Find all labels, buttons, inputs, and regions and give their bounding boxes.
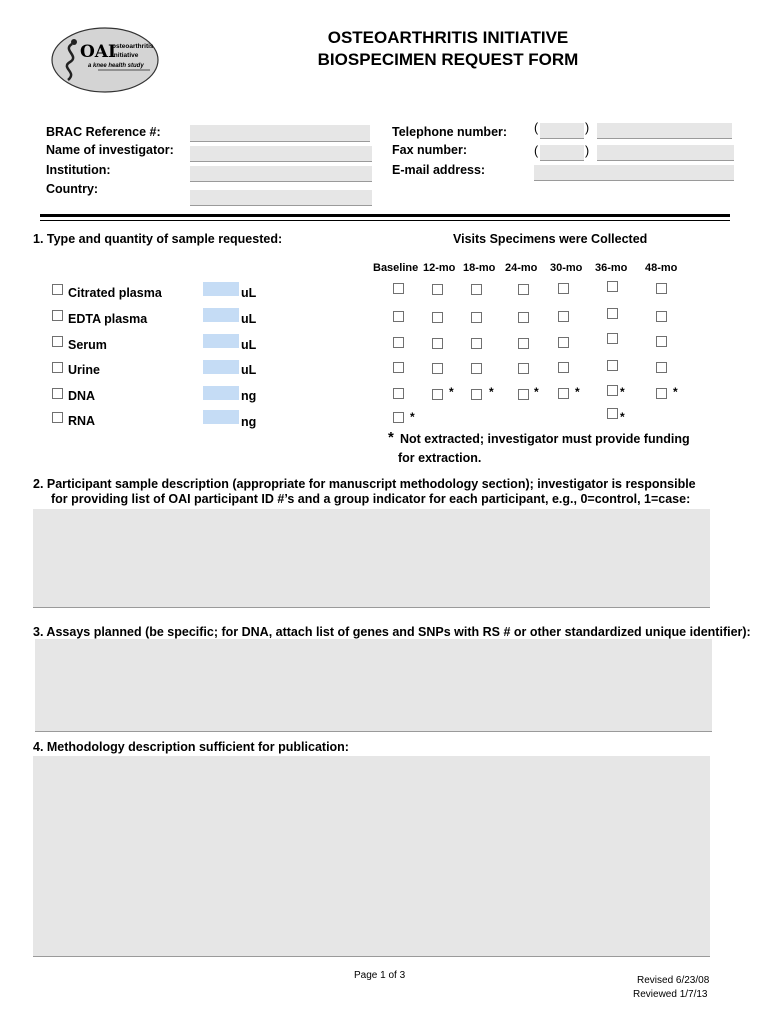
visit-checkbox[interactable] [393,311,404,322]
tel-paren-open: ( [534,121,539,135]
logo-line2: initiative [112,52,139,59]
visits-title: Visits Specimens were Collected [453,232,648,246]
visit-checkbox[interactable] [471,389,482,400]
tel-paren-close: ) [585,121,590,135]
page-number: Page 1 of 3 [354,970,406,981]
sample-quantity-field[interactable] [203,334,239,348]
sample-name: Serum [68,338,107,352]
sample-name: EDTA plasma [68,312,148,326]
telephone-field[interactable] [597,123,732,139]
sample-checkbox[interactable] [52,336,63,347]
sample-unit: uL [241,312,257,326]
fax-label: Fax number: [392,143,468,157]
visit-checkbox[interactable] [518,312,529,323]
not-extracted-star: * [534,385,539,399]
assays-planned-textarea[interactable] [35,639,712,732]
sample-quantity-field[interactable] [203,386,239,400]
visit-checkbox[interactable] [432,284,443,295]
visit-header: 12-mo [423,262,456,274]
visit-header: Baseline [373,262,419,274]
investigator-field[interactable] [190,146,372,162]
visit-checkbox[interactable] [607,308,618,319]
visit-checkbox[interactable] [656,283,667,294]
sample-checkbox[interactable] [52,310,63,321]
sample-checkbox[interactable] [52,412,63,423]
sample-unit: uL [241,338,257,352]
visit-checkbox[interactable] [558,388,569,399]
email-field[interactable] [534,165,734,181]
visit-checkbox[interactable] [393,362,404,373]
institution-label: Institution: [46,163,111,177]
visit-checkbox[interactable] [656,388,667,399]
divider-thin [40,220,730,221]
visit-checkbox[interactable] [471,363,482,374]
visit-checkbox[interactable] [471,338,482,349]
visit-checkbox[interactable] [607,385,618,396]
visit-checkbox[interactable] [518,389,529,400]
sample-name: Citrated plasma [68,286,162,300]
investigator-label: Name of investigator: [46,143,174,157]
sample-name: Urine [68,363,100,377]
visit-checkbox[interactable] [607,360,618,371]
reviewed-date: Reviewed 1/7/13 [633,989,708,1000]
not-extracted-star: * [620,385,625,399]
country-field[interactable] [190,190,372,206]
methodology-textarea[interactable] [33,756,710,957]
section4-title: 4. Methodology description sufficient for publication: [33,740,349,754]
logo-line1: osteoarthritis [112,43,154,50]
footnote-line1: Not extracted; investigator must provide funding [400,432,690,446]
visit-header: 24-mo [505,262,538,274]
visit-checkbox[interactable] [558,311,569,322]
country-label: Country: [46,182,99,196]
visit-header: 18-mo [463,262,496,274]
visit-checkbox[interactable] [656,336,667,347]
sample-quantity-field[interactable] [203,360,239,374]
logo-line3: a knee health study [88,63,144,69]
visit-checkbox[interactable] [518,338,529,349]
fax-paren-open: ( [534,144,539,158]
visit-checkbox[interactable] [656,362,667,373]
sample-checkbox[interactable] [52,284,63,295]
section3-title: 3. Assays planned (be specific; for DNA, attach list of genes and SNPs with RS # or other standardized unique identifier): [33,625,751,639]
visit-checkbox[interactable] [471,284,482,295]
visit-checkbox[interactable] [432,363,443,374]
brac-label: BRAC Reference #: [46,125,161,139]
form-title-line2: BIOSPECIMEN REQUEST FORM [317,50,579,69]
visit-header: 48-mo [645,262,678,274]
sample-name: DNA [68,389,96,403]
visit-checkbox[interactable] [518,284,529,295]
not-extracted-star: * [410,410,415,424]
oai-logo [50,26,160,94]
footnote-star: * [388,429,394,446]
sample-checkbox[interactable] [52,388,63,399]
sample-checkbox[interactable] [52,362,63,373]
sample-quantity-field[interactable] [203,410,239,424]
section1-title: 1. Type and quantity of sample requested: [33,232,283,246]
logo-brand: OAI [80,42,116,62]
fax-area-code-field[interactable] [540,145,584,161]
revised-date: Revised 6/23/08 [637,975,710,986]
form-title-line1: OSTEOARTHRITIS INITIATIVE [327,28,569,47]
visit-checkbox[interactable] [432,389,443,400]
visit-checkbox[interactable] [607,333,618,344]
visit-checkbox[interactable] [607,408,618,419]
visit-checkbox[interactable] [432,338,443,349]
visit-header: 30-mo [550,262,583,274]
not-extracted-star: * [575,385,580,399]
fax-paren-close: ) [585,144,590,158]
sample-unit: ng [241,389,257,403]
visit-checkbox[interactable] [558,283,569,294]
not-extracted-star: * [449,385,454,399]
visit-checkbox[interactable] [518,363,529,374]
visit-checkbox[interactable] [656,311,667,322]
divider-thick [40,214,730,217]
footnote-line2: for extraction. [398,451,482,465]
visit-checkbox[interactable] [393,337,404,348]
sample-unit: uL [241,363,257,377]
visit-checkbox[interactable] [471,312,482,323]
not-extracted-star: * [673,385,678,399]
institution-field[interactable] [190,166,372,182]
telephone-label: Telephone number: [392,125,508,139]
visit-checkbox[interactable] [607,281,618,292]
email-label: E-mail address: [392,163,486,177]
sample-name: RNA [68,414,96,428]
section2-line2: for providing list of OAI participant ID #’s and a group indicator for each participant, e.g., 0=control, 1=case: [51,492,691,506]
fax-field[interactable] [597,145,734,161]
not-extracted-star: * [620,410,625,424]
sample-quantity-field[interactable] [203,282,239,296]
sample-unit: uL [241,286,257,300]
visit-checkbox[interactable] [393,412,404,423]
visit-checkbox[interactable] [558,337,569,348]
brac-field[interactable] [190,125,370,142]
sample-unit: ng [241,415,257,429]
visit-checkbox[interactable] [393,388,404,399]
visit-checkbox[interactable] [432,312,443,323]
visit-checkbox[interactable] [558,362,569,373]
visit-header: 36-mo [595,262,628,274]
participant-description-textarea[interactable] [33,509,710,608]
sample-quantity-field[interactable] [203,308,239,322]
section2-line1: 2. Participant sample description (appropriate for manuscript methodology section); investigator is responsible [33,477,696,491]
tel-area-code-field[interactable] [540,123,584,139]
visit-checkbox[interactable] [393,283,404,294]
not-extracted-star: * [489,385,494,399]
